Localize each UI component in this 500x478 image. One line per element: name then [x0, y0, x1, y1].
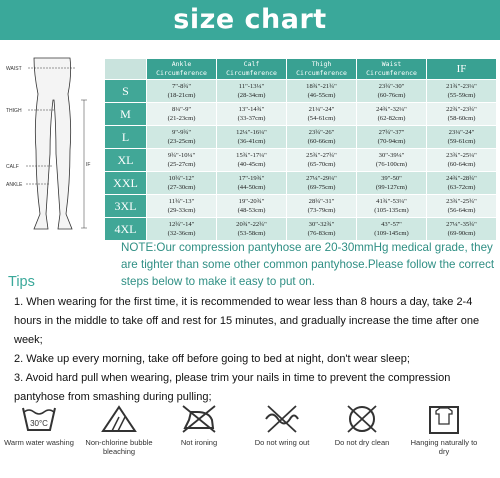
if-label: IF: [86, 162, 91, 168]
care-label: Do not wring out: [254, 438, 310, 447]
size-label: XXL: [105, 172, 147, 195]
cm-range: (69-90cm): [447, 230, 476, 237]
cm-range: (58-60cm): [447, 115, 476, 122]
measurement-cell: [147, 80, 217, 103]
inch-range: 23¾"-26": [308, 129, 335, 136]
size-label: 3XL: [105, 195, 147, 218]
inch-range: 18¾"-21¾": [306, 83, 337, 90]
care-label: Warm water washing: [4, 438, 74, 447]
measurement-cell: [147, 218, 217, 241]
cm-range: (70-94cm): [377, 138, 406, 145]
tips-title: Tips: [8, 274, 35, 290]
inch-range: 39"-50": [381, 175, 402, 182]
page-title: size chart: [173, 4, 327, 35]
measurement-cell: [287, 103, 357, 126]
cm-range: (55-59cm): [447, 92, 476, 99]
cm-range: (69-75cm): [307, 184, 336, 191]
ankle-label: ANKLE: [6, 182, 23, 188]
care-item: [408, 398, 480, 456]
cm-range: (44-50cm): [237, 184, 266, 191]
calf-label: CALF: [6, 164, 19, 170]
column-header-if: IF: [427, 59, 497, 80]
cm-range: (60-76cm): [377, 92, 406, 99]
cm-range: (59-61cm): [447, 138, 476, 145]
table-header-row: [105, 59, 497, 80]
cm-range: (76-100cm): [375, 161, 408, 168]
measurement-cell: [357, 103, 427, 126]
inch-range: 27¼"-35¾": [446, 221, 477, 228]
care-label: Do not dry clean: [334, 438, 390, 447]
measurement-cell: [217, 80, 287, 103]
measurement-cell: [287, 126, 357, 149]
inch-range: 21¼"-24": [308, 106, 335, 113]
cm-range: (60-66cm): [307, 138, 336, 145]
measurement-cell: [357, 195, 427, 218]
inch-range: 19"-20¾": [238, 198, 265, 205]
cm-range: (18-21cm): [167, 92, 196, 99]
measurement-cell: [287, 149, 357, 172]
measurement-cell: [427, 149, 497, 172]
measurement-cell: [147, 126, 217, 149]
table-row: [105, 218, 497, 241]
cm-range: (48-53cm): [237, 207, 266, 214]
measurement-cell: [217, 149, 287, 172]
inch-range: 11"-13¼": [238, 83, 265, 90]
care-item: [326, 398, 398, 447]
measurement-cell: [147, 103, 217, 126]
column-header-calf: Calf Circumference: [217, 59, 287, 80]
table-row: [105, 172, 497, 195]
inch-range: 28¾"-31": [308, 198, 335, 205]
inch-range: 9¾"-10¼": [167, 152, 196, 159]
cm-range: (65-70cm): [307, 161, 336, 168]
inch-range: 22¾"-23¾": [446, 106, 477, 113]
cm-range: (32-36cm): [167, 230, 196, 237]
care-icons: [0, 398, 500, 478]
measurement-cell: [427, 80, 497, 103]
cm-range: (53-58cm): [237, 230, 266, 237]
care-item: [246, 398, 318, 447]
size-label: L: [105, 126, 147, 149]
inch-range: 27¼"-29¼": [306, 175, 337, 182]
tip-item: 3. Avoid hard pull when wearing, please trim your nails in time to prevent the compression pantyhose from smashing during pulling;: [14, 372, 451, 403]
inch-range: 12¼"-16¼": [236, 129, 267, 136]
inch-range: 7"-8¾": [171, 83, 192, 90]
column-header-ankle: Ankle Circumference: [147, 59, 217, 80]
measurement-cell: [357, 126, 427, 149]
cm-range: (33-37cm): [237, 115, 266, 122]
measurement-cell: [217, 126, 287, 149]
measurement-cell: [217, 218, 287, 241]
care-label: Not ironing: [180, 438, 218, 447]
care-item: [3, 398, 75, 447]
measurement-cell: [147, 172, 217, 195]
size-label: M: [105, 103, 147, 126]
inch-range: 10¾"-12": [168, 175, 195, 182]
corner-cell: [105, 59, 147, 80]
inch-range: 30"-39¼": [378, 152, 405, 159]
no-iron-icon: [179, 402, 219, 436]
measurement-cell: [287, 195, 357, 218]
inch-range: 12¾"-14": [168, 221, 195, 228]
measurement-cell: [427, 172, 497, 195]
cm-range: (29-33cm): [167, 207, 196, 214]
column-header-thigh: Thigh Circumference: [287, 59, 357, 80]
inch-range: 17"-19¾": [238, 175, 265, 182]
size-label: XL: [105, 149, 147, 172]
size-label: 4XL: [105, 218, 147, 241]
size-label: S: [105, 80, 147, 103]
measurement-cell: [427, 218, 497, 241]
cm-range: (40-45cm): [237, 161, 266, 168]
care-label: Hanging naturally to dry: [410, 438, 478, 456]
table-row: [105, 80, 497, 103]
measurement-cell: [217, 195, 287, 218]
inch-range: 30"-32¾": [308, 221, 335, 228]
table-row: [105, 126, 497, 149]
inch-range: 23¼"-24": [448, 129, 475, 136]
cm-range: (99-127cm): [375, 184, 408, 191]
cm-range: (25-27cm): [167, 161, 196, 168]
measurement-cell: [147, 149, 217, 172]
hang-dry-icon: [424, 402, 464, 436]
cm-range: (105-135cm): [374, 207, 409, 214]
measurement-cell: [287, 218, 357, 241]
inch-range: 9"-9¾": [171, 129, 192, 136]
cm-range: (27-30cm): [167, 184, 196, 191]
measurement-cell: [427, 126, 497, 149]
inch-range: 23¾"-30": [378, 83, 405, 90]
inch-range: 23¾"-25¾": [446, 198, 477, 205]
inch-range: 13"-14¾": [238, 106, 265, 113]
inch-range: 20¾"-22¾": [236, 221, 267, 228]
inch-range: 25¾"-27¾": [306, 152, 337, 159]
cm-range: (46-55cm): [307, 92, 336, 99]
inch-range: 11¾"-13": [168, 198, 195, 205]
inch-range: 8¼"-9": [171, 106, 192, 113]
cm-range: (62-82cm): [377, 115, 406, 122]
measurement-cell: [357, 80, 427, 103]
measurement-cell: [217, 103, 287, 126]
cm-range: (54-61cm): [307, 115, 336, 122]
size-table: [104, 58, 497, 241]
measurement-cell: [287, 80, 357, 103]
inch-range: 41¾"-53¼": [376, 198, 407, 205]
tip-item: 2. Wake up every morning, take off before going to bed at night, don't wear sleep;: [14, 353, 410, 365]
table-row: [105, 149, 497, 172]
care-label: Non-chlorine bubble bleaching: [85, 438, 153, 456]
cm-range: (109-145cm): [374, 230, 409, 237]
cm-range: (23-25cm): [167, 138, 196, 145]
measurement-cell: [147, 195, 217, 218]
leg-measurement-diagram: [4, 54, 100, 234]
tip-item: 1. When wearing for the first time, it is recommended to wear less than 8 hours a day, take 2-4 hours in the middle to take off and rest for 15 minutes, and gradually increase the time after one week;: [14, 296, 480, 346]
waist-label: WAIST: [6, 66, 22, 72]
inch-range: 24¾"-32¼": [376, 106, 407, 113]
cm-range: (60-64cm): [447, 161, 476, 168]
inch-range: 27¾"-37": [378, 129, 405, 136]
care-item: [83, 398, 155, 456]
no-chlorine-icon: [99, 402, 139, 436]
care-item: [163, 398, 235, 447]
title-banner: [0, 0, 500, 40]
column-header-waist: Waist Circumference: [357, 59, 427, 80]
svg-text:30°C: 30°C: [30, 419, 48, 428]
measurement-cell: [357, 172, 427, 195]
cm-range: (76-83cm): [307, 230, 336, 237]
thigh-label: THIGH: [6, 108, 22, 114]
no-wring-icon: [262, 402, 302, 436]
cm-range: (36-41cm): [237, 138, 266, 145]
cm-range: (63-72cm): [447, 184, 476, 191]
measurement-cell: [357, 149, 427, 172]
inch-range: 15¾"-17¼": [236, 152, 267, 159]
measurement-cell: [427, 195, 497, 218]
measurement-cell: [287, 172, 357, 195]
tips-list: [14, 293, 498, 407]
note-text: NOTE:Our compression pantyhose are 20-30mmHg medical grade, they are tighter than some other common pantyhose.Please follow the correct steps below to make it easy to put on.: [121, 241, 495, 288]
measurement-cell: [357, 218, 427, 241]
cm-range: (28-34cm): [237, 92, 266, 99]
cm-range: (73-79cm): [307, 207, 336, 214]
inch-range: 21¾"-23¼": [446, 83, 477, 90]
no-dry-clean-icon: [342, 402, 382, 436]
measurement-cell: [217, 172, 287, 195]
inch-range: 24¾"-28¾": [446, 175, 477, 182]
table-row: [105, 103, 497, 126]
inch-range: 43"-57": [381, 221, 402, 228]
table-row: [105, 195, 497, 218]
measurement-cell: [427, 103, 497, 126]
cm-range: (56-64cm): [447, 207, 476, 214]
warm-wash-icon: [19, 402, 59, 436]
cm-range: (21-23cm): [167, 115, 196, 122]
inch-range: 23¾"-25¼": [446, 152, 477, 159]
